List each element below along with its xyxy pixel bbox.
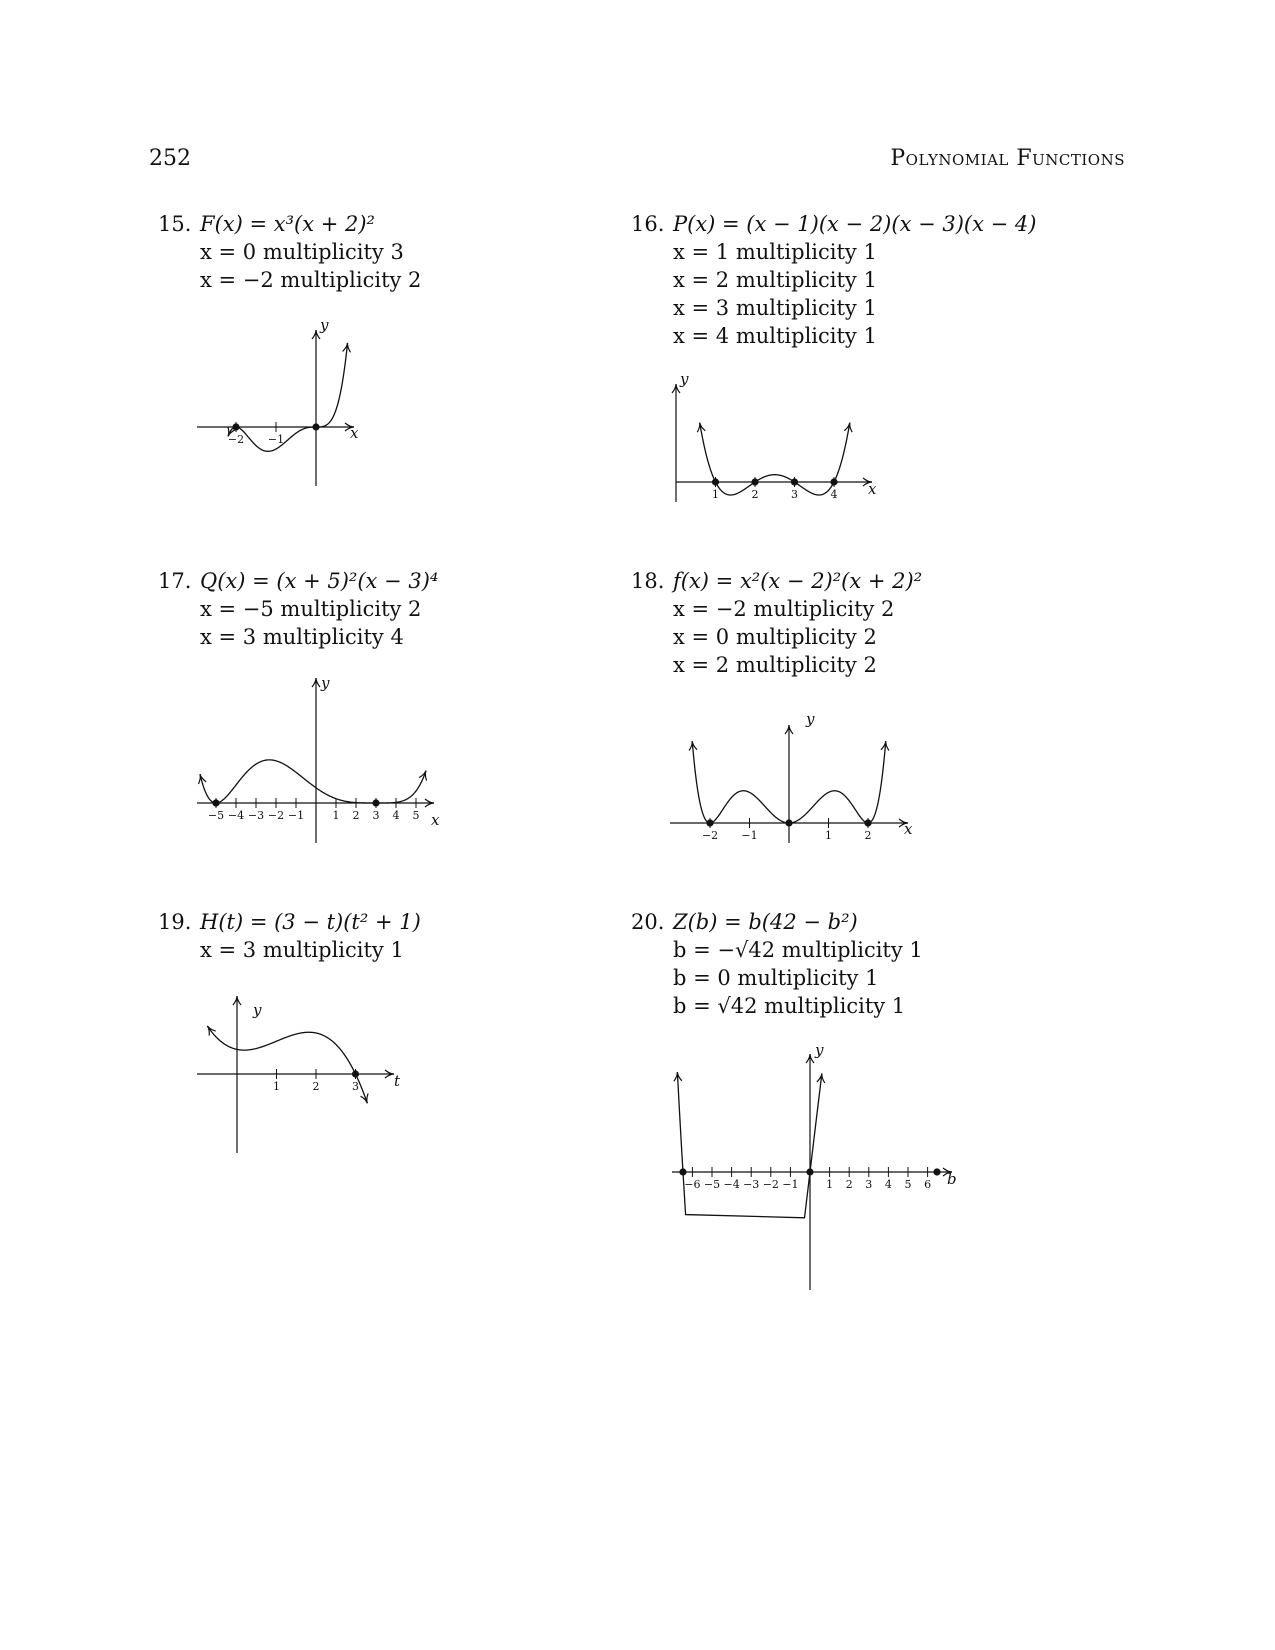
graph-19	[197, 996, 401, 1153]
zero-point	[864, 819, 871, 826]
x-axis-label: x	[431, 811, 440, 829]
x-tick-label: 2	[864, 829, 872, 842]
x-tick-label: 6	[924, 1178, 932, 1191]
x-tick-label: 5	[904, 1178, 912, 1191]
zero-point	[830, 478, 837, 485]
graph-20	[672, 1041, 957, 1290]
zero-point	[712, 478, 719, 485]
x-tick-label: −6	[684, 1178, 701, 1191]
x-tick-label: −2	[762, 1178, 779, 1191]
x-tick-label: 2	[845, 1178, 853, 1191]
problem-number: 20.	[631, 910, 665, 934]
x-tick-label: −1	[741, 829, 758, 842]
zero-point	[679, 1168, 686, 1175]
page-number: 252	[149, 146, 191, 171]
problem-number: 17.	[158, 569, 192, 593]
x-tick-label: 2	[751, 488, 759, 501]
y-axis-label: y	[680, 370, 689, 388]
zero-line: x = 0 multiplicity 2	[673, 625, 877, 649]
zero-line: x = −2 multiplicity 2	[673, 597, 895, 621]
x-tick-label: −1	[287, 809, 305, 822]
function-curve	[200, 760, 426, 803]
zero-line: x = −5 multiplicity 2	[200, 597, 422, 621]
zero-line: x = −2 multiplicity 2	[200, 268, 422, 292]
x-tick-label: 4	[392, 809, 400, 822]
zero-point	[706, 819, 713, 826]
x-tick-label: −2	[227, 433, 245, 446]
function-curve	[677, 1072, 822, 1218]
zero-point	[806, 1168, 813, 1175]
problem-number: 16.	[631, 212, 665, 236]
graph-18	[670, 710, 913, 843]
zero-line: x = 3 multiplicity 1	[673, 296, 877, 320]
x-tick-label: −1	[782, 1178, 799, 1191]
x-tick-label: 1	[332, 809, 340, 822]
x-tick-label: −1	[267, 433, 285, 446]
graph-17	[197, 674, 440, 843]
zero-line: x = 4 multiplicity 1	[673, 324, 877, 348]
zero-line: b = 0 multiplicity 1	[673, 966, 879, 990]
x-tick-label: 3	[352, 1080, 359, 1093]
zero-line: x = 2 multiplicity 2	[673, 653, 877, 677]
x-tick-label: −3	[743, 1178, 760, 1191]
x-tick-label: 4	[884, 1178, 892, 1191]
function-definition: P(x) = (x − 1)(x − 2)(x − 3)(x − 4)	[673, 212, 1037, 236]
x-tick-label: −4	[227, 809, 245, 822]
running-head: Polynomial Functions	[890, 146, 1125, 171]
x-tick-label: 3	[791, 488, 798, 501]
x-axis-label: x	[350, 424, 359, 442]
zero-line: x = 0 multiplicity 3	[200, 240, 404, 264]
function-definition: f(x) = x²(x − 2)²(x + 2)²	[673, 569, 923, 593]
x-axis-label: b	[947, 1170, 957, 1188]
x-tick-label: 4	[830, 488, 838, 501]
graph-16	[672, 370, 877, 502]
y-axis-label: y	[806, 710, 815, 728]
x-tick-label: 1	[826, 1178, 834, 1191]
graph-15	[197, 316, 359, 486]
zero-point	[352, 1070, 359, 1077]
x-tick-label: −2	[701, 829, 719, 842]
x-tick-label: 3	[372, 809, 380, 822]
x-tick-label: −5	[703, 1178, 721, 1191]
x-tick-label: −4	[723, 1178, 740, 1191]
x-axis-label: x	[868, 480, 877, 498]
x-tick-label: 1	[825, 829, 832, 842]
zero-point	[212, 799, 219, 806]
function-curve	[700, 423, 850, 495]
zero-point	[312, 423, 319, 430]
zero-point	[785, 819, 792, 826]
function-definition: H(t) = (3 − t)(t² + 1)	[200, 910, 421, 934]
y-axis-label: y	[320, 316, 329, 334]
zero-line: b = −√42 multiplicity 1	[673, 938, 923, 962]
x-axis-label: x	[904, 820, 913, 838]
zero-line: x = 3 multiplicity 1	[200, 938, 404, 962]
problem-number: 15.	[158, 212, 192, 236]
function-curve	[228, 343, 348, 451]
zero-point	[933, 1168, 940, 1175]
zero-line: x = 2 multiplicity 1	[673, 268, 877, 292]
x-tick-label: 3	[865, 1178, 873, 1191]
x-tick-label: −2	[267, 809, 285, 822]
x-tick-label: 2	[312, 1080, 320, 1093]
x-axis-label: t	[394, 1072, 401, 1090]
zero-line: x = 1 multiplicity 1	[673, 240, 877, 264]
zero-point	[751, 478, 758, 485]
zero-point	[791, 478, 798, 485]
zero-point	[372, 799, 379, 806]
problem-number: 18.	[631, 569, 665, 593]
function-definition: Z(b) = b(42 − b²)	[673, 910, 858, 934]
x-tick-label: 2	[352, 809, 360, 822]
y-axis-label: y	[253, 1001, 262, 1019]
zero-point	[232, 423, 239, 430]
function-curve	[207, 1026, 367, 1103]
problem-number: 19.	[158, 910, 192, 934]
x-tick-label: 1	[273, 1080, 280, 1093]
x-tick-label: 1	[712, 488, 719, 501]
x-tick-label: −3	[247, 809, 265, 822]
zero-line: b = √42 multiplicity 1	[673, 994, 906, 1018]
y-axis-label: y	[321, 674, 330, 692]
x-tick-label: −5	[207, 809, 225, 822]
x-tick-label: 5	[412, 809, 420, 822]
zero-line: x = 3 multiplicity 4	[200, 625, 404, 649]
function-definition: Q(x) = (x + 5)²(x − 3)⁴	[200, 569, 439, 593]
y-axis-label: y	[815, 1041, 824, 1059]
function-definition: F(x) = x³(x + 2)²	[200, 212, 375, 236]
